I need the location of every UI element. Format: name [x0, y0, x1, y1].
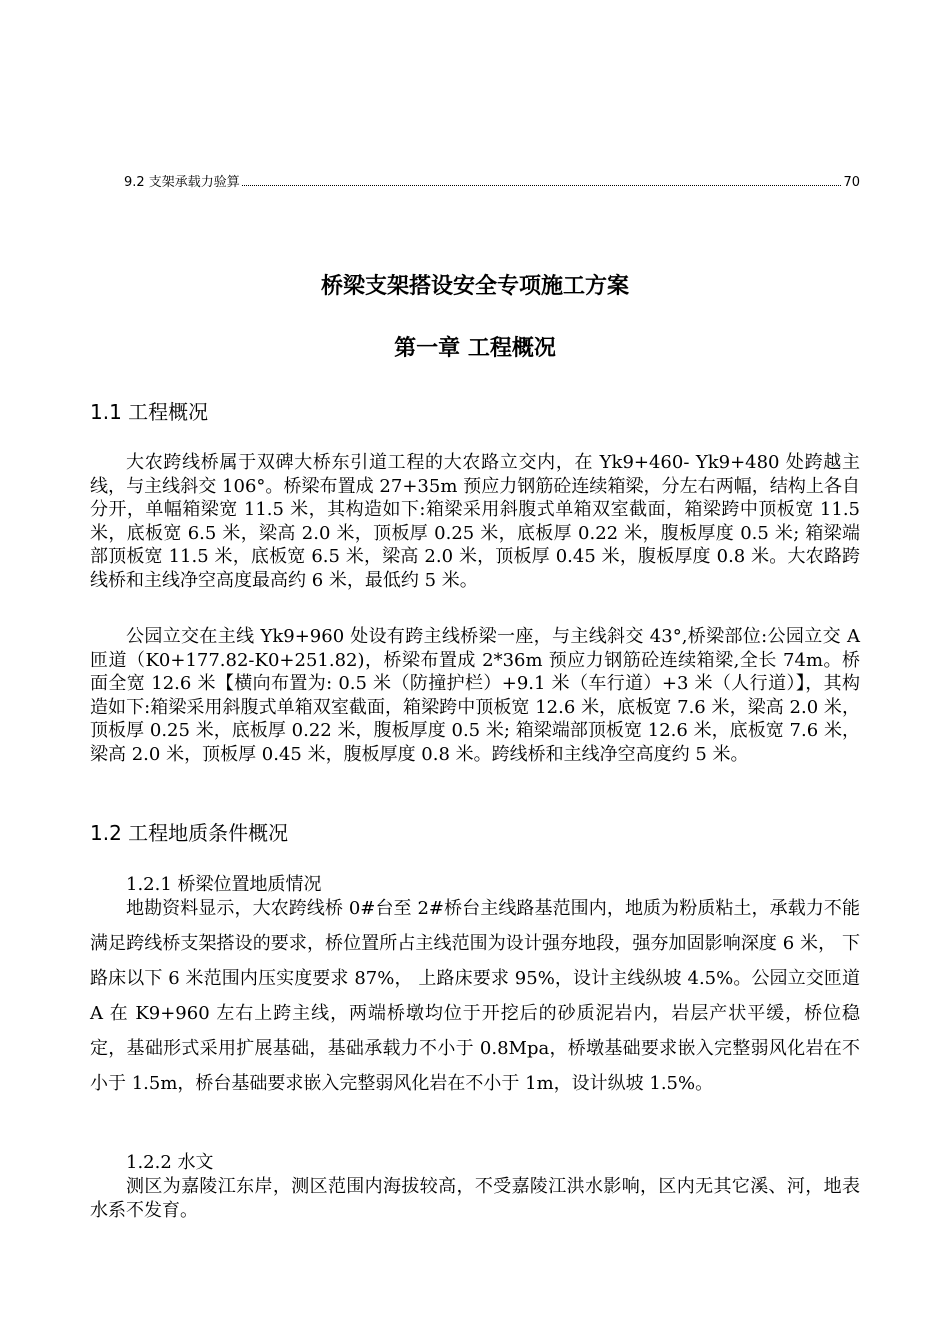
subsection-1-2-2-paragraph: 测区为嘉陵江东岸，测区范围内海拔较高，不受嘉陵江洪水影响，区内无其它溪、河，地表水系不发育。	[90, 1176, 860, 1221]
subsection-heading-1-2-1: 1.2.1 桥梁位置地质情况	[126, 874, 322, 895]
chapter-title: 第一章 工程概况	[394, 336, 556, 361]
toc-entry[interactable]	[124, 174, 860, 192]
toc-leader-dots	[242, 184, 842, 186]
section-1-1-paragraph-1: 大农跨线桥属于双碑大桥东引道工程的大农路立交内，在 Yk9+460- Yk9+480 处跨越主线，与主线斜交 106°。桥梁布置成 27+35m 预应力钢筋砼连续箱梁，分左右两幅，结构上各自分开，单幅箱梁宽 11.5 米，其构造如下:箱梁采用斜腹式单箱双室截面，箱梁跨中顶板宽 11.5 米，底板宽 6.5 米，梁高 2.0 米，顶板厚 0.25 米，底板厚 0.22 米，腹板厚度 0.5 米; 箱梁端部顶板宽 11.5 米，底板宽 6.5 米，梁高 2.0 米，顶板厚 0.45 米，腹板厚度 0.8 米。大农路跨线桥和主线净空高度最高约 6 米，最低约 5 米。	[90, 452, 860, 591]
section-1-1-paragraph-2: 公园立交在主线 Yk9+960 处设有跨主线桥梁一座，与主线斜交 43°,桥梁部位:公园立交 A 匝道（K0+177.82-K0+251.82)，桥梁布置成 2*36m 预应力钢筋砼连续箱梁,全长 74m。桥面全宽 12.6 米【横向布置为: 0.5 米（防撞护栏）+9.1 米（车行道）+3 米（人行道）】，其构造如下:箱梁采用斜腹式单箱双室截面，箱梁跨中顶板宽 12.6 米，底板宽 7.6 米，梁高 2.0 米，顶板厚 0.25 米，底板厚 0.22 米，腹板厚度 0.5 米; 箱梁端部顶板宽 12.6 米，底板宽 7.6 米，梁高 2.0 米，顶板厚 0.45 米，腹板厚度 0.8 米。跨线桥和主线净空高度约 5 米。	[90, 626, 860, 765]
toc-entry-text: 9.2 支架承载力验算	[124, 175, 240, 190]
subsection-heading-1-2-2: 1.2.2 水文	[126, 1152, 214, 1173]
toc-entry-page: 70	[843, 175, 860, 190]
section-heading-1-1: 1.1 工程概况	[90, 400, 209, 424]
subsection-1-2-1-paragraph: 地勘资料显示，大农跨线桥 0#台至 2#桥台主线路基范围内，地质为粉质粘土，承载力不能满足跨线桥支架搭设的要求，桥位置所占主线范围为设计强夯地段，强夯加固影响深度 6 米， 下路床以下 6 米范围内压实度要求 87%， 上路床要求 95%，设计主线纵坡 4.5%。公园立交匝道 A 在 K9+960 左右上跨主线，两端桥墩均位于开挖后的砂质泥岩内，岩层产状平缓，桥位稳定，基础形式采用扩展基础，基础承载力不小于 0.8Mpa，桥墩基础要求嵌入完整弱风化岩在不小于 1.5m，桥台基础要求嵌入完整弱风化岩在不小于 1m，设计纵坡 1.5%。	[90, 898, 860, 1094]
document-title: 桥梁支架搭设安全专项施工方案	[320, 274, 629, 299]
section-heading-1-2: 1.2 工程地质条件概况	[90, 821, 289, 845]
